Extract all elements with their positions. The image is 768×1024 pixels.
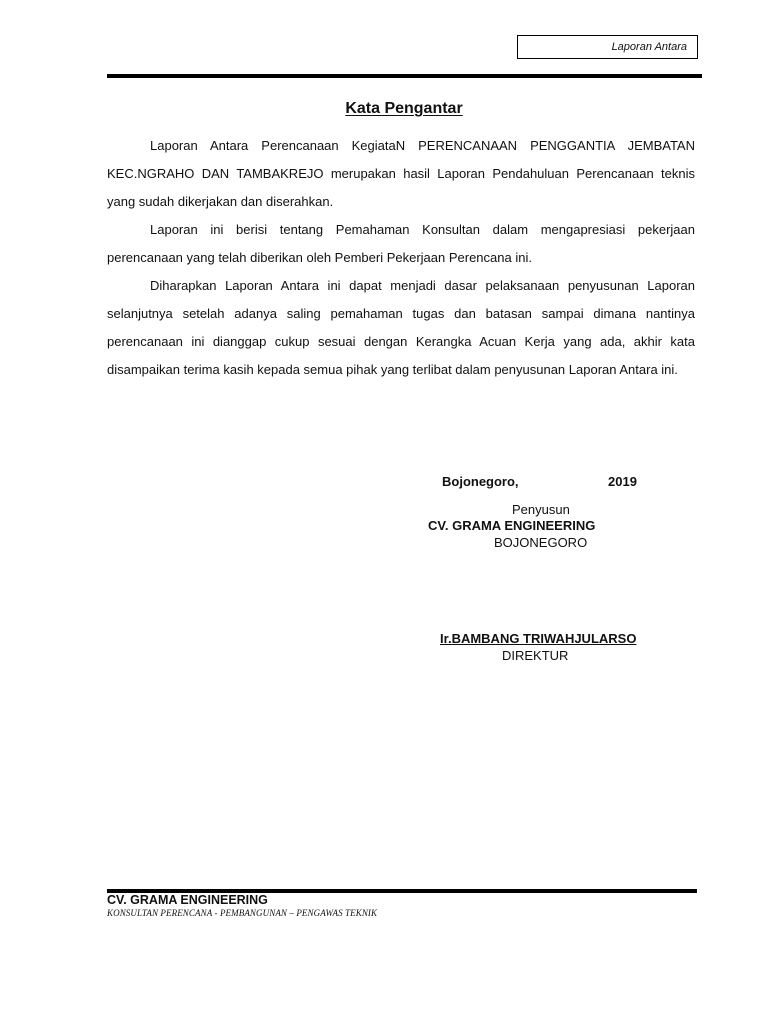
footer-tagline: KONSULTAN PERENCANA - PEMBANGUNAN – PENGAWAS TEKNIK [107,908,378,918]
signature-place: Bojonegoro, [442,474,519,489]
paragraph-2: Laporan ini berisi tentang Pemahaman Konsultan dalam mengapresiasi pekerjaan perencanaan yang telah diberikan oleh Pemberi Pekerjaan Perencana ini. [107,222,695,265]
signatory-position: DIREKTUR [502,648,569,663]
paragraph-1: Laporan Antara Perencanaan KegiataN PERENCANAAN PENGGANTIA JEMBATAN KEC.NGRAHO DAN TAMBAKREJO merupakan hasil Laporan Pendahuluan Perencanaan teknis yang sudah dikerjakan dan diserahkan. [107,138,695,209]
signature-year: 2019 [608,474,637,489]
preface-body [107,132,695,384]
signature-company: CV. GRAMA ENGINEERING [428,518,596,533]
report-type-text: Laporan Antara [611,41,687,53]
paragraph-3: Diharapkan Laporan Antara ini dapat menjadi dasar pelaksanaan penyusunan Laporan selanjutnya setelah adanya saling pemahaman tugas dan batasan sampai dimana nantinya perencanaan ini dianggap cukup sesuai dengan Kerangka Acuan Kerja yang ada, akhir kata disampaikan terima kasih kepada semua pihak yang terlibat dalam penyusunan Laporan Antara ini. [107,278,695,377]
signature-city: BOJONEGORO [494,535,588,550]
signature-role: Penyusun [512,502,570,517]
header-divider [107,74,702,78]
signatory-name: Ir.BAMBANG TRIWAHJULARSO [440,631,637,646]
page-title: Kata Pengantar [345,100,463,117]
footer-company: CV. GRAMA ENGINEERING [107,893,268,907]
report-type-label [517,35,698,59]
